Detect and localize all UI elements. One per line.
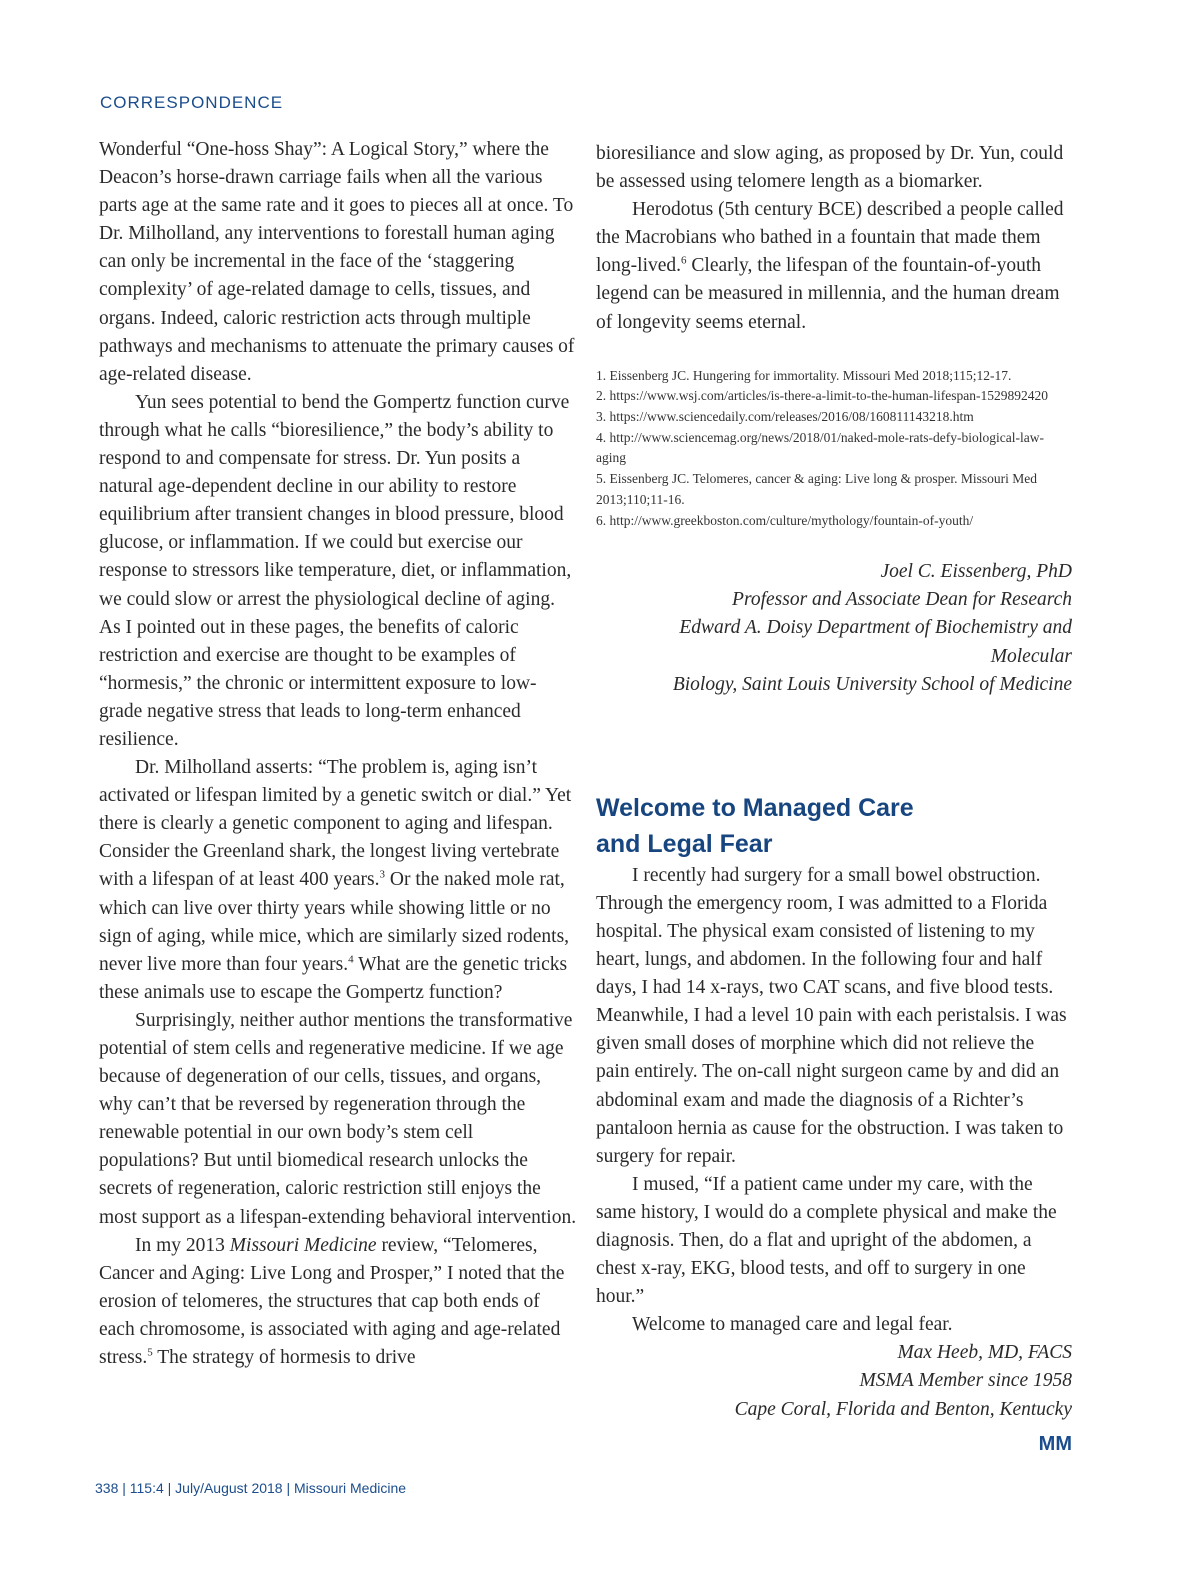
journal-name: Missouri Medicine xyxy=(229,1234,377,1256)
body-paragraph: I mused, “If a patient came under my care, with the same history, I would do a complete physical and make the diagnosis. Then, do a flat and upright of the abdomen, a chest x-ray, EKG, blood tests, and off to surgery in one hour.” xyxy=(596,1173,1057,1308)
author-location: Cape Coral, Florida and Benton, Kentucky xyxy=(734,1398,1072,1420)
reference-item: 2. https://www.wsj.com/articles/is-there-a-limit-to-the-human-lifespan-1529892420 xyxy=(596,388,1049,404)
page-footer: 338 | 115:4 | July/August 2018 | Missouri Medicine xyxy=(95,1480,407,1496)
body-paragraph: Surprisingly, neither author mentions the transformative potential of stem cells and regenerative medicine. If we age because of degeneration of our cells, tissues, and organs, why can’t that be reversed by regeneration through the renewable potential in our own body’s stem cell populations? But until biomedical research unlocks the secrets of regeneration, caloric restriction still enjoys the most support as a lifespan-extending behavioral intervention. xyxy=(99,1009,577,1228)
end-mark: MM xyxy=(1038,1432,1072,1455)
text-run: review, “Telomeres, Cancer and Aging: Live Long and Prosper,” I noted that the erosion of telomeres, the structures that cap both ends of each chromosome, is associated with aging and age-related stress. xyxy=(99,1234,565,1369)
body-paragraph: Wonderful “One-hoss Shay”: A Logical Story,” where the Deacon’s horse-drawn carriage fails when all the various parts age at the same rate and it goes to pieces all at once. To Dr. Milholland, any interventions to forestall human aging can only be incremental in the face of the ‘staggering complexity’ of age-related damage to cells, tissues, and organs. Indeed, caloric restriction acts through multiple pathways and mechanisms to attenuate the primary causes of age-related disease. xyxy=(99,139,575,385)
right-column xyxy=(596,140,1072,1458)
title-line: Welcome to Managed Care xyxy=(596,793,914,822)
citation-marker: 6 xyxy=(681,254,687,267)
reference-item: 1. Eissenberg JC. Hungering for immortality. Missouri Med 2018;115;12-17. xyxy=(596,367,1012,383)
citation-marker: 5 xyxy=(147,1346,153,1359)
reference-item: 6. http://www.greekboston.com/culture/mythology/fountain-of-youth/ xyxy=(596,512,974,528)
reference-item: 5. Eissenberg JC. Telomeres, cancer & aging: Live long & prosper. Missouri Med 2013;110;11-16. xyxy=(596,471,1037,507)
body-paragraph: Welcome to managed care and legal fear. xyxy=(632,1314,953,1336)
citation-marker: 3 xyxy=(379,868,385,881)
title-line: and Legal Fear xyxy=(596,829,773,858)
body-paragraph xyxy=(596,196,1072,336)
body-paragraph: I recently had surgery for a small bowel obstruction. Through the emergency room, I was admitted to a Florida hospital. The physical exam consisted of listening to my heart, lungs, and abdomen. In the following four and half days, I had 14 x-rays, two CAT scans, and five blood tests. Meanwhile, I had a level 10 pain with each peristalsis. I was given small doses of morphine which did not relieve the pain entirely. The on-call night surgeon came by and did an abdominal exam and made the diagnosis of a Richter’s pantaloon hernia as cause for the obstruction. I was taken to surgery for repair. xyxy=(596,864,1067,1167)
author-name: Max Heeb, MD, FACS xyxy=(897,1342,1072,1364)
author-name: Joel C. Eissenberg, PhD xyxy=(880,561,1072,583)
author-title: Professor and Associate Dean for Research xyxy=(732,589,1072,611)
reference-item: 3. https://www.sciencedaily.com/releases/2016/08/160811143218.htm xyxy=(596,409,974,425)
text-run: What are the genetic tricks these animals use to escape the Gompertz function? xyxy=(99,953,568,1003)
author-affiliation: Edward A. Doisy Department of Biochemistry and Molecular xyxy=(679,617,1072,667)
text-run: Herodotus (5th century BCE) described a people called the Macrobians who bathed in a fountain that made them long-lived. xyxy=(596,199,1064,277)
section-label: CORRESPONDENCE xyxy=(100,93,284,112)
body-paragraph: Yun sees potential to bend the Gompertz function curve through what he calls “bioresilience,” the body’s ability to respond to and compensate for stress. Dr. Yun posits a natural age-dependent decline in our ability to restore equilibrium after transient changes in blood pressure, blood glucose, or inflammation. If we could but exercise our response to stressors like temperature, diet, or inflammation, we could slow or arrest the physiological decline of aging. As I pointed out in these pages, the benefits of caloric restriction and exercise are thought to be examples of “hormesis,” the chronic or intermittent exposure to low-grade negative stress that leads to long-term enhanced resilience. xyxy=(99,391,572,750)
left-column xyxy=(99,136,577,1372)
author-signature xyxy=(596,1339,1072,1423)
reference-list xyxy=(596,366,1072,532)
text-run: Clearly, the lifespan of the fountain-of-youth legend can be measured in millennia, and the human dream of longevity seems eternal. xyxy=(596,255,1060,333)
article-title xyxy=(596,790,1072,862)
body-paragraph xyxy=(99,1232,577,1372)
author-affiliation: Biology, Saint Louis University School of Medicine xyxy=(672,673,1072,695)
author-signature xyxy=(596,558,1072,698)
reference-item: 4. http://www.sciencemag.org/news/2018/01/naked-mole-rats-defy-biological-law-aging xyxy=(596,429,1044,466)
text-run: The strategy of hormesis to drive xyxy=(152,1347,416,1369)
body-paragraph xyxy=(99,754,577,1007)
citation-marker: 4 xyxy=(348,953,354,966)
body-paragraph: bioresiliance and slow aging, as proposed by Dr. Yun, could be assessed using telomere length as a biomarker. xyxy=(596,143,1064,193)
text-run: In my 2013 xyxy=(135,1234,230,1256)
text-run: Dr. Milholland asserts: “The problem is, aging isn’t activated or lifespan limited by a genetic switch or dial.” Yet there is clearly a genetic component to aging and lifespan. Consider the Greenland shark, the longest living vertebrate with a lifespan of at least 400 years. xyxy=(99,757,572,891)
author-title: MSMA Member since 1958 xyxy=(859,1370,1072,1392)
text-run: Or the naked mole rat, which can live over thirty years while showing little or no sign of aging, while mice, which are similarly sized rodents, never live more than four years. xyxy=(99,869,570,975)
